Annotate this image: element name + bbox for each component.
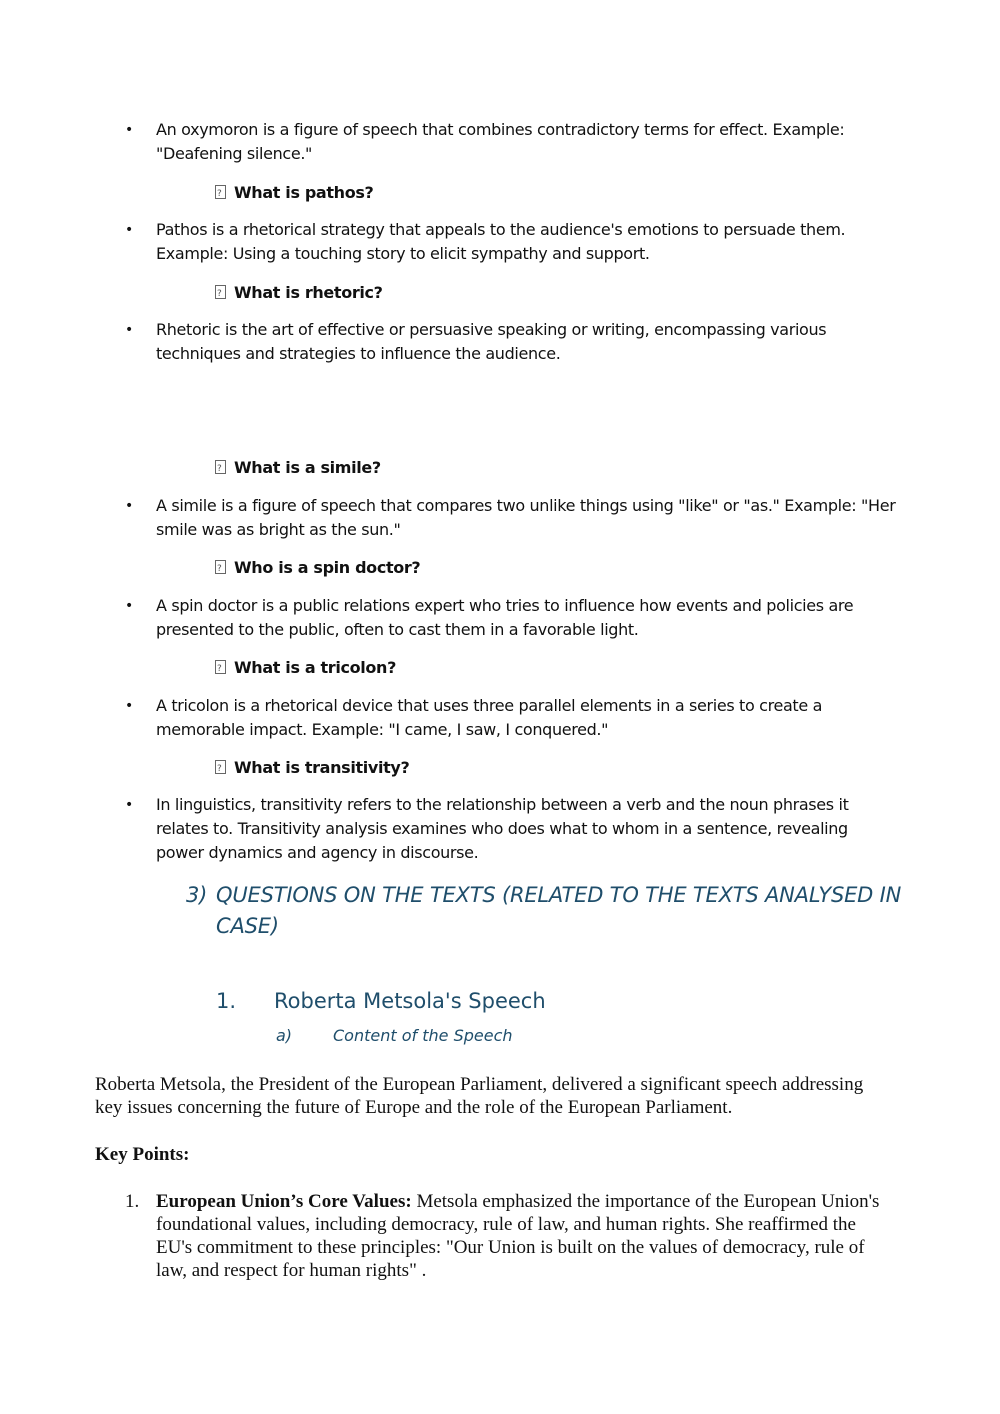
question-text: What is transitivity? — [234, 758, 410, 777]
bullet-marker: • — [125, 322, 133, 338]
subsection-title: Roberta Metsola's Speech — [274, 989, 546, 1013]
subsubsection-heading — [276, 1025, 513, 1047]
question-text: What is a simile? — [234, 458, 381, 477]
subsubsection-title: Content of the Speech — [333, 1026, 513, 1045]
question-heading — [215, 181, 373, 205]
question-heading — [215, 656, 396, 680]
key-points-heading: Key Points: — [95, 1144, 190, 1165]
question-heading — [215, 281, 383, 305]
bullet-marker: • — [125, 797, 133, 813]
list-item — [120, 594, 900, 642]
section-heading — [186, 880, 906, 942]
question-heading — [215, 456, 381, 480]
key-point-text — [156, 1190, 890, 1282]
list-item-text: Rhetoric is the art of effective or persuasive speaking or writing, encompassing various techniques and strategies to influence the audience. — [156, 320, 827, 363]
section-number: 3) — [186, 883, 208, 907]
list-item — [120, 494, 900, 542]
list-number: 1. — [125, 1191, 140, 1212]
question-text: Who is a spin doctor? — [234, 558, 421, 577]
numbered-list-item — [120, 1190, 890, 1282]
section-title: QUESTIONS ON THE TEXTS (RELATED TO THE TEXTS ANALYSED IN CASE) — [216, 883, 902, 938]
missing-glyph-icon — [215, 560, 226, 574]
list-item-text: A tricolon is a rhetorical device that uses three parallel elements in a series to create a memorable impact. Example: "I came, I saw, I conquered." — [156, 696, 823, 739]
question-heading — [215, 556, 420, 580]
list-item — [120, 118, 900, 166]
list-item-text: An oxymoron is a figure of speech that combines contradictory terms for effect. Example: "Deafening silence." — [156, 120, 845, 163]
subsection-heading — [216, 987, 546, 1015]
bullet-marker: • — [125, 498, 133, 514]
question-text: What is a tricolon? — [234, 658, 396, 677]
bullet-marker: • — [125, 598, 133, 614]
missing-glyph-icon — [215, 760, 226, 774]
key-point-body: Metsola emphasized the importance of the European Union's foundational values, including democracy, rule of law, and human rights. She reaffirmed the EU's commitment to these principles: "Our Union is built on the values of democracy, rule of law, and respect for human rights" . — [156, 1191, 880, 1281]
subsubsection-number: a) — [276, 1026, 293, 1045]
bullet-marker: • — [125, 222, 133, 238]
question-heading — [215, 756, 409, 780]
missing-glyph-icon — [215, 285, 226, 299]
list-item-text: A spin doctor is a public relations expert who tries to influence how events and policies are presented to the public, often to cast them in a favorable light. — [156, 596, 854, 639]
intro-paragraph: Roberta Metsola, the President of the European Parliament, delivered a significant speech addressing key issues concerning the future of Europe and the role of the European Parliament. — [95, 1074, 864, 1118]
list-item — [120, 793, 900, 865]
bullet-marker: • — [125, 698, 133, 714]
missing-glyph-icon — [215, 185, 226, 199]
list-item-text: In linguistics, transitivity refers to the relationship between a verb and the noun phrases it relates to. Transitivity analysis examines who does what to whom in a sentence, revealing power dynamics and agency in discourse. — [156, 795, 849, 862]
list-item — [120, 218, 900, 266]
key-point-label: European Union’s Core Values: — [156, 1191, 412, 1212]
bullet-marker: • — [125, 122, 133, 138]
list-item-text: A simile is a figure of speech that compares two unlike things using "like" or "as." Example: "Her smile was as bright as the sun." — [156, 496, 896, 539]
list-item — [120, 318, 900, 366]
list-item-text: Pathos is a rhetorical strategy that appeals to the audience's emotions to persuade them. Example: Using a touching story to elicit sympathy and support. — [156, 220, 846, 263]
missing-glyph-icon — [215, 660, 226, 674]
subsection-number: 1. — [216, 989, 237, 1013]
list-item — [120, 694, 900, 742]
question-text: What is rhetoric? — [234, 283, 383, 302]
missing-glyph-icon — [215, 460, 226, 474]
question-text: What is pathos? — [234, 183, 374, 202]
